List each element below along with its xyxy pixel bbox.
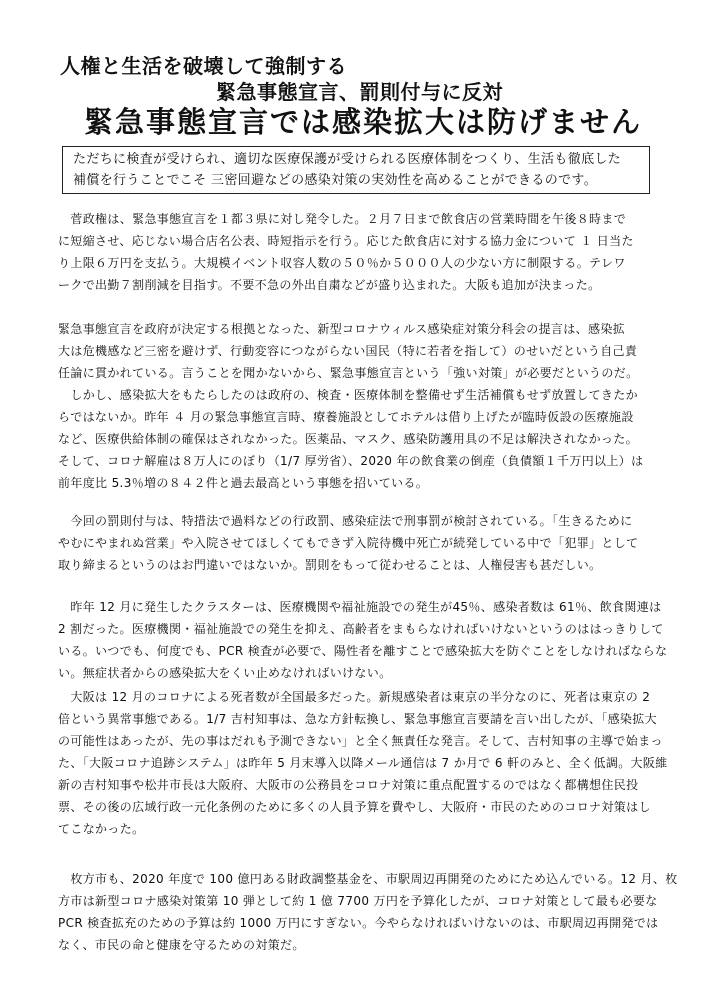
text-line: など、医療供給体制の確保はされなかった。医薬品、マスク、感染防護用具の不足は解決されなかった。	[58, 432, 638, 446]
paragraph-clusters	[58, 596, 668, 684]
text-line: た、「大阪コロナ追跡システム」は昨年 5 月末導入以降メール通信は 7 か月で 6 軒のみと、全く低調。大阪維	[58, 756, 668, 770]
text-line: い。無症状者からの感染拡大をくい止めなければいけない。	[58, 666, 392, 680]
text-line: てこなかった。	[58, 822, 145, 836]
paragraph-emergency-declaration	[58, 208, 662, 296]
text-line: 票、その後の広域行政一元化条例のために多くの人員予算を費やし、大阪府・市民のためのコロナ対策はし	[58, 800, 651, 814]
text-line: 任論に貫かれている。言うことを聞かないから、緊急事態宣言という「強い対策」が必要だというのだ。	[58, 366, 639, 380]
lead-line: 補償を行うことでこそ 三密回避などの感染対策の実効性を高めることができるのです。	[73, 173, 598, 188]
text-line: 取り締まるというのはお門違いではないか。罰則をもって従わせることは、人権侵害も甚だしい。	[58, 558, 602, 572]
paragraph-hirakata	[58, 868, 678, 956]
text-line: 緊急事態宣言を政府が決定する根拠となった、新型コロナウィルス感染症対策分科会の提言は、感染拡	[58, 322, 626, 336]
lead-box	[62, 146, 650, 194]
text-line: しかし、感染拡大をもたらしたのは政府の、検査・医療体制を整備せず生活補償もせず放置してきたか	[58, 388, 638, 402]
text-line: PCR 検査拡充のための予算は約 1000 万円にすぎない。今やらなければいけないのは、市駅周辺再開発では	[58, 916, 659, 930]
text-line: なく、市民の命と健康を守るための対策だ。	[58, 938, 305, 952]
text-line: り上限６万円を支払う。大規模イベント収容人数の５０％か５０００人の少ない方に制限する。テレワ	[58, 256, 626, 270]
text-line: 菅政権は、緊急事態宣言を１都３県に対し発令した。２月７日まで飲食店の営業時間を午後８時まで	[58, 212, 627, 226]
paragraph-government-responsibility	[58, 318, 662, 494]
text-line: に短縮させ、応じない場合店名公表、時短指示を行う。応じた飲食店に対する協力金について １ 日当た	[58, 234, 634, 248]
headline-line-1: 人権と生活を破壊して強制する	[60, 54, 347, 78]
text-line: 今回の罰則付与は、特措法で過料などの行政罰、感染症法で刑事罰が検討されている。「生きるために	[58, 514, 633, 528]
text-line: そして、コロナ解雇は８万人にのぼり（1/7 厚労省）、2020 年の飲食業の倒産（負債額１千万円以上）は	[58, 454, 644, 468]
text-line: 大阪は 12 月のコロナによる死者数が全国最多だった。新規感染者は東京の半分なのに、死者は東京の 2	[58, 690, 651, 704]
text-line: 枚方市も、2020 年度で 100 億円ある財政調整基金を、市駅周辺再開発のためにため込んでいる。12 月、枚	[58, 872, 678, 886]
text-line: やむにやまれぬ営業」や入院させてほしくてもできず入院待機中死亡が続発している中で「犯罪」として	[58, 536, 639, 550]
paragraph-penalties	[58, 510, 662, 576]
lead-line: ただちに検査が受けられ、適切な医療保護が受けられる医療体制をつくり、生活も徹底した	[73, 152, 622, 167]
text-line: 倍という異常事態である。1/7 吉村知事は、急な方針転換し、緊急事態宣言要請を言い出したが、「感染拡大	[58, 712, 657, 726]
headline-line-2: 緊急事態宣言、罰則付与に反対	[216, 80, 503, 104]
text-line: 昨年 12 月に発生したクラスターは、医療機関や福祉施設での発生が45％、感染者数は 61％、飲食関連は	[58, 600, 662, 614]
text-line: 方市は新型コロナ感染対策第 10 弾として約 1 億 7700 万円を予算化したが、コロナ対策として最も必要な	[58, 894, 658, 908]
text-line: 2 割だった。医療機関・福祉施設での発生を抑え、高齢者をまもらなければいけないというのははっきりして	[58, 622, 664, 636]
text-line: の可能性はあったが、先の事はだれも予測できない」と全く無責任な発言。そして、吉村知事の主導で始まっ	[58, 734, 663, 748]
text-line: 前年度比 5.3％増の８４２件と過去最高という事態を招いている。	[58, 476, 429, 490]
text-line: いる。いつでも、何度でも、PCR 検査が必要で、陽性者を離すことで感染拡大を防ぐことをしなければならな	[58, 644, 668, 658]
text-line: らではないか。昨年 ４ 月の緊急事態宣言時、療養施設としてホテルは借り上げたが臨時仮設の医療施設	[58, 410, 634, 424]
paragraph-osaka	[58, 686, 668, 840]
headline-main: 緊急事態宣言では感染拡大は防げません	[84, 105, 643, 139]
text-line: ークで出勤７割削減を目指す。不要不急の外出自粛などが盛り込まれた。大阪も追加が決まった。	[58, 278, 601, 292]
text-line: 大は危機感など三密を避けず、行動変容につながらない国民（特に若者を指して）のせいだという自己責	[58, 344, 638, 358]
text-line: 新の吉村知事や松井市長は大阪府、大阪市の公務員をコロナ対策に重点配置するのではなく都構想住民投	[58, 778, 639, 792]
